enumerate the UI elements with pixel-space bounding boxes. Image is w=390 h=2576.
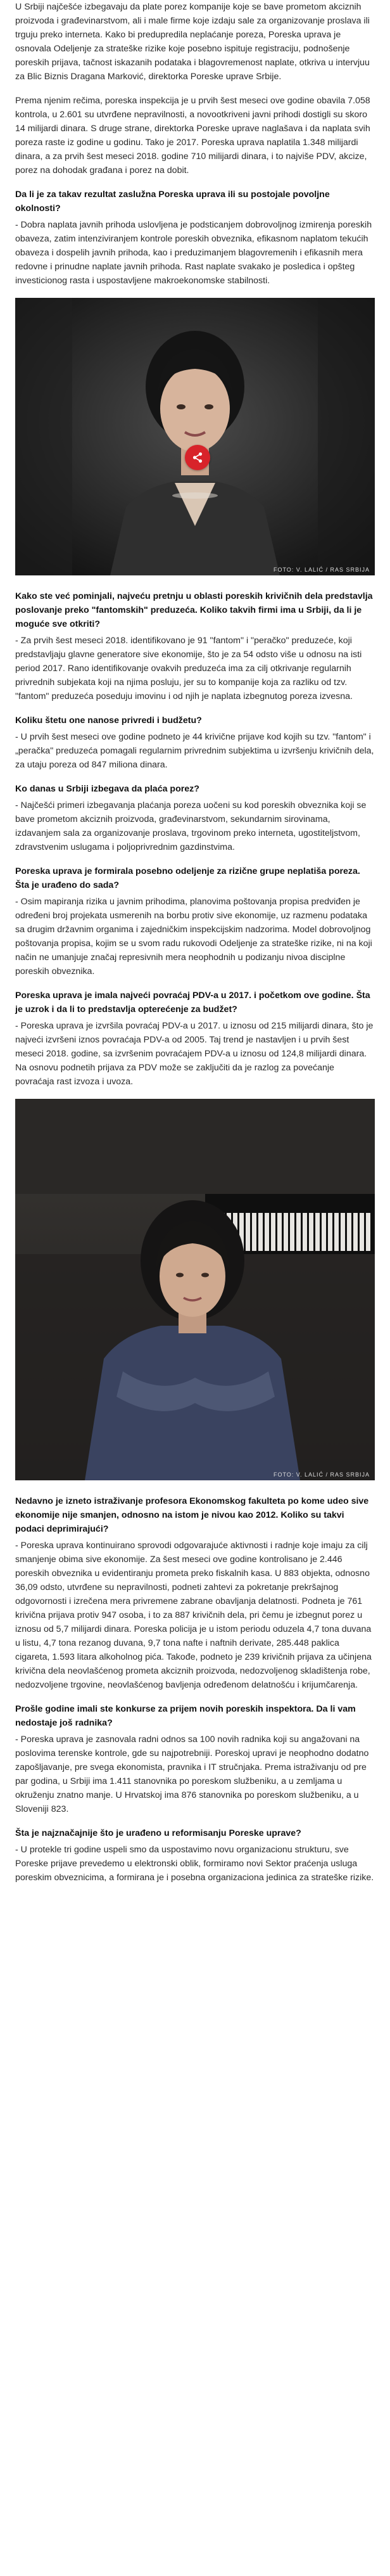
question-text: Šta je najznačajnije što je urađeno u reformisanju Poreske uprave? xyxy=(15,1828,301,1838)
intro-paragraph-1 xyxy=(15,0,375,84)
interview-question-6 xyxy=(15,989,375,1089)
portrait-photo-1 xyxy=(15,298,375,575)
interview-question-3 xyxy=(15,714,375,772)
answer-text: - Osim mapiranja rizika u javnim prihodima, planovima poštovanja propisa predviđen je određeni broj projekata usmerenih na borbu protiv sive ekonomije, uz razmenu podataka sa drugim državnim organima i zajedničkim inspekcijskim nadzorima. Model dobrovoljnog poštovanja propisa, kojim se u svom radu rukovodi Odeljenje za strateške rizike, ni na koji način ne umanjuje značaj represivnih mera neophodnih u podizanju nivoa disciplne poreskih obveznika. xyxy=(15,897,372,977)
answer-text: - Za prvih šest meseci 2018. identifikovano je 91 "fantom" i "peračko" preduzeće, koji predstavljaju glavne generatore sive ekonomije, što je za 54 odsto više u odnosu na isti period 2017. Rano identifikovanje ovakvih preduzeća ima za cilj otkrivanje regularnih privrednih subjekata koji na njima posluju, jer su to kompanije koja za razliku od tzv. "fantom" preduzeća poseduju imovinu i od njih je naplata izbegnutog poreza izvesna. xyxy=(15,636,362,702)
interview-question-8 xyxy=(15,1702,375,1816)
portrait-image xyxy=(15,1099,375,1480)
answer-text: - Poreska uprava kontinuirano sprovodi odgovarajuće aktivnosti i radnje koje imaju za cilj smanjenje obima sive ekonomije. Za šest meseci ove godine kontrolisano je 2.446 poreskih obveznika u evidentiranju prometa preko fiskalnih kasa. U 883 objekta, odnosno 36,09 odsto, utvrđene su nepravilnosti, podneti zahtevi za pokretanje prekršajnog odgovornosti i izrečena mera privremene zabrane obavljanja delatnosti. Podneta je 761 krivična prijava protiv 947 osoba, i to za 887 krivičnih dela, pri čemu je izbegnut porez u iznosu od 5,7 milijardi dinara. Poreska policija je u istom periodu oduzela 4,7 tona duvana u listu, 4,7 tona rezanog duvana, 9,7 tona nafte i naftnih derivate, 285.448 paklica cigareta, 1.593 litara alkoholnog pića. Takođe, podneto je 239 krivičnih prijava za učinjena krivična dela neovlašćenog prometa akciznih proizvoda, nedozvoljenog skladištenja robe, nedozvoljene trgovine, neovlašćenog bavljenja određenom delatnošću i krijumčarenja. xyxy=(15,1541,372,1690)
interview-question-5 xyxy=(15,864,375,978)
photo-credit: FOTO: V. LALIĆ / RAS SRBIJA xyxy=(273,1471,370,1478)
question-text: Da li je za takav rezultat zaslužna Poreska uprava ili su postojale povoljne okolnosti? xyxy=(15,189,330,214)
interview-question-4 xyxy=(15,782,375,854)
intro-paragraph-2 xyxy=(15,94,375,177)
interview-question-9 xyxy=(15,1826,375,1885)
question-text: Poreska uprava je imala najveći povraćaj PDV-a u 2017. i početkom ove godine. Šta je uzrok i da li to predstavlja opterećenje za budžet? xyxy=(15,990,370,1015)
paragraph-text: U Srbiji najčešće izbegavaju da plate porez kompanije koje se bave prometom akciznih proizvoda i građevinarstvom, ali i male firme koje izdaju sale za organizovanje proslava ili trguju preko interneta. Kako bi predupredila neplaćanje poreza, Poreska uprava je osnovala Odeljenje za strateške rizike koje posebno ispituje registraciju, podnošenje poreskih prijava, tačnost iskazanih podataka i blagovremenost naplate, otkriva u intervjuu za Blic Biznis Dragana Marković, direktorka Poreske uprave Srbije. xyxy=(15,2,370,82)
question-text: Nedavno je izneto istraživanje profesora Ekonomskog fakulteta po kome udeo sive ekonomije nije smanjen, odnosno na istom je nivou kao 2012. Koliko su takvi podaci deprimirajući? xyxy=(15,1496,369,1534)
question-text: Prošle godine imali ste konkurse za prijem novih poreskih inspektora. Da li vam nedostaje još radnika? xyxy=(15,1704,356,1728)
question-text: Kako ste već pominjali, najveću pretnju u oblasti poreskih krivičnih dela predstavlja poslovanje preko "fantomskih" preduzeća. Koliko takvih firmi ima u Srbiji, da li je moguće sve otkriti? xyxy=(15,591,373,629)
question-text: Koliku štetu one nanose privredi i budžetu? xyxy=(15,715,202,726)
interview-question-7 xyxy=(15,1494,375,1692)
photo-credit: FOTO: V. LALIĆ / RAS SRBIJA xyxy=(273,567,370,573)
paragraph-text: Prema njenim rečima, poreska inspekcija je u prvih šest meseci ove godine obavila 7.058 kontrola, u 2.601 su utvrđene nepravilnosti, a novootkriveni javni prihodi dostigli su skoro 14 milijardi dinara. S druge strane, direktorka Poreske uprave naglašava i da naplata svih poreza raste iz godine u godinu. Tako je 2017. Poreska uprava naplatila 1.348 milijardi dinara, a za prvih šest meseci 2018. godine 710 milijardi dinara, i to najviše PDV, akcize, porez na dohodak građana i porez na dobit. xyxy=(15,96,370,176)
interview-question-2 xyxy=(15,589,375,703)
question-text: Ko danas u Srbiji izbegava da plaća porez? xyxy=(15,784,199,794)
answer-text: - Najčešći primeri izbegavanja plaćanja poreza uočeni su kod poreskih obveznika koji se bave prometom akciznih proizvoda, građevinarstvom, sekundarnim sirovinama, izdavanjem sala za organizovanje proslava, trgovinom preko interneta, ugostiteljstvom, zdravstvenim uslugama i poljoprivrednim gazdinstvima. xyxy=(15,800,367,852)
answer-text: - U protekle tri godine uspeli smo da uspostavimo novu organizacionu strukturu, sve Poreske prijave prevedemo u elektronski oblik, formiramo novi Sektor praćenja usluga poreskim obveznicima, a formirana je i posebna organizaciona jedinica za strateške rizike. xyxy=(15,1845,374,1883)
portrait-image xyxy=(15,298,375,575)
portrait-photo-2 xyxy=(15,1099,375,1480)
answer-text: - U prvih šest meseci ove godine podneto je 44 krivične prijave kod kojih su tzv. "fantom" i „peračka" preduzeća pomagali regularnim privrednim subjektima u izvršenju krivičnih dela, za utaju poreza od 847 miliona dinara. xyxy=(15,732,374,770)
interview-question-1 xyxy=(15,188,375,288)
question-text: Poreska uprava je formirala posebno odeljenje za rizične grupe neplatiša poreza. Šta je urađeno do sada? xyxy=(15,866,360,890)
answer-text: - Dobra naplata javnih prihoda uslovljena je podsticanjem dobrovoljnog izmirenja poreskih obaveza, zatim intenziviranjem kontrole poreskih obveznika, efikasnom naplatom tekućih obaveza i dospelih javnih prihoda, kao i preduzimanjem blagovremenih i efikasnih mera redovne i prinudne naplate javnih prihoda. Rast naplate svakako je posledica i opšteg investicionog rasta i uspostavljene makroekonomske stabilnosti. xyxy=(15,220,372,286)
share-icon xyxy=(191,451,204,464)
answer-text: - Poreska uprava je zasnovala radni odnos sa 100 novih radnika koji su angažovani na poslovima terenske kontrole, gde su najpotrebniji. Poreskoj upravi je neophodno dodatno zapošljavanje, pre svega ekonomista, pravnika i IT stručnjaka. Prema istraživanju od pre par godina, u Srbiji ima 1.411 stanovnika po poreskom službeniku, a u zemljama u okruženju znatno manje. U Hrvatskoj ima 876 stanovnika po poreskom službeniku, a u Sloveniji 823. xyxy=(15,1734,369,1814)
answer-text: - Poreska uprava je izvršila povraćaj PDV-a u 2017. u iznosu od 215 milijardi dinara, što je najveći izvršeni iznos povraćaja PDV-a od 2005. Taj trend je nastavljen i u prvih šest meseci 2018. godine, sa izvršenim povraćajem PDV-a u iznosu od 124,8 milijardi dinara. Na osnovu podnetih prijava za PDV može se zaključiti da je razlog za povećanje povraćaja rast izvoza i uvoza. xyxy=(15,1021,374,1087)
share-button[interactable] xyxy=(185,445,210,470)
